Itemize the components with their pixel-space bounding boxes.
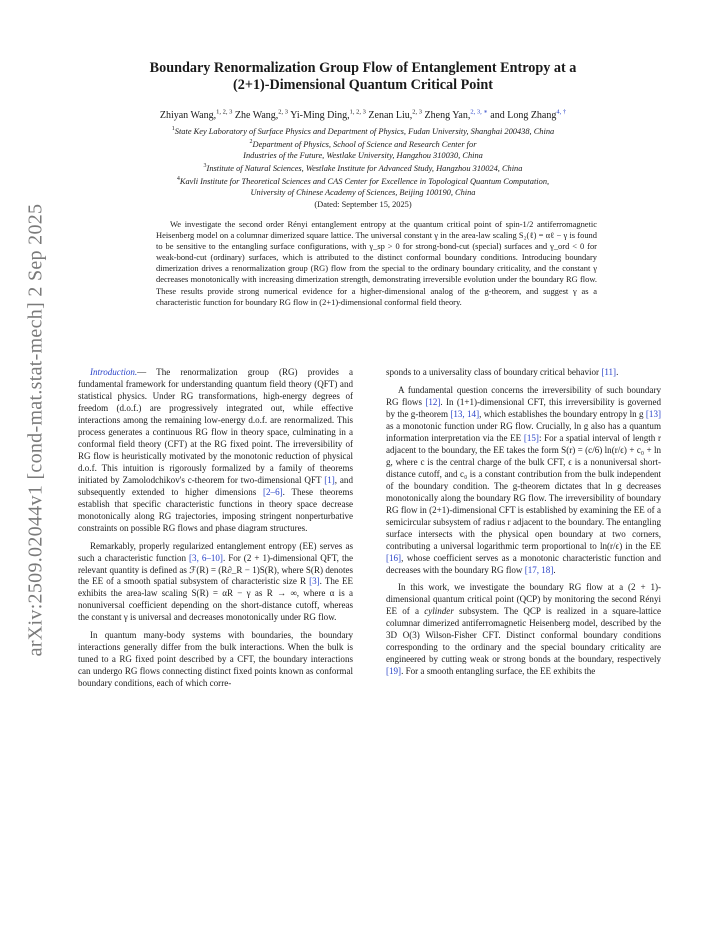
section-heading-introduction: Introduction.	[90, 367, 138, 377]
citation-link[interactable]: [17, 18]	[524, 564, 554, 575]
citation-link[interactable]: [3]	[309, 576, 320, 587]
citation-link[interactable]: [12]	[425, 396, 441, 407]
affiliation: $^2$Department of Physics, School of Science and Research Center for	[249, 139, 477, 149]
author: and Long Zhang$^{4, \dagger}$	[490, 109, 567, 122]
affiliation: University of Chinese Academy of Sciences, Beijing 100190, China	[250, 188, 476, 198]
citation-link[interactable]: [16]	[386, 552, 402, 563]
paper-title	[90, 60, 636, 94]
abstract-text: We investigate the second order Rényi entanglement entropy at the quantum critical point of spin-1/2 antiferromagnetic Heisenberg model on a columnar dimerized square lattice. The universal constant γ in the area-law scaling S₂(ℓ) = αℓ − γ is found to be sensitive to the entangling surface configurations, with γ_sp > 0 for strong-bond-cut (special) surfaces and γ_ord < 0 for weak-bond-cut (ordinary) surfaces, which is attributed to the distinct conformal boundary conditions. Introducing boundary dimerization drives a renormalization group (RG) flow from the special to the ordinary boundary criticality, and the constant γ decreases monotonically with increasing dimerization strength, demonstrating irreversible evolution under the boundary RG flow. These results provide strong numerical evidence for a higher-dimensional analog of the g-theorem, and suggest γ as a characteristic function for boundary RG flow in (2+1)-dimensional conformal field theory.	[156, 219, 597, 307]
author: Zenan Liu,$^{2, 3}$	[368, 109, 423, 122]
author: Yi-Ming Ding,$^{1, 2, 3}$	[290, 109, 366, 122]
citation-link[interactable]: [3, 6–10]	[189, 552, 223, 563]
citation-link[interactable]: [11]	[601, 367, 617, 377]
affiliation: Industries of the Future, Westlake University, Hangzhou 310030, China	[243, 151, 483, 160]
citation-link[interactable]: [19]	[386, 666, 402, 677]
paragraph: sponds to a universality class of boundary critical behavior [11].	[386, 367, 619, 377]
citation-link[interactable]: [15]	[523, 432, 539, 443]
paragraph: A fundamental question concerns the irreversibility of such boundary RG flows [12]. In (1+1)-dimensional CFT, this irreversibility is governed by the g-theorem [13, 14], which establishes the boundary entropy ln g [13] as a monotonic function under RG flow. Crucially, ln g also has a quantum information interpretation via the EE [15]: For a spatial interval of length r adjacent to the boundary, the EE takes the form S(r) = (c/6) ln(r/ϵ) + c₀ + ln g, where c is the central charge of the bulk CFT, ϵ is a nonuniversal short-distance cutoff, and c₀ is a constant contribution from the bulk independent of the boundary condition. The g-theorem dictates that ln g decreases monotonically along the boundary RG flow. The irreversibility of boundary RG flow in (2+1)-dimensional CFT is established by examining the EE of a semicircular subsystem of radius r adjacent to the boundary. The entangling surface intersects with the physical open boundary at two corners, contributing a universal logarithmic term proportional to ln(r/ϵ) in the EE [16], whose coefficient serves as a monotonic characteristic function and decreases with the boundary RG flow [17, 18].	[386, 384, 661, 575]
affiliation: $^4$Kavli Institute for Theoretical Sciences and CAS Center for Excellence in Topological Quantum Computation,	[176, 176, 550, 186]
paragraph: In this work, we investigate the boundary RG flow at a (2 + 1)-dimensional quantum critical point (QCP) by monitoring the second Rényi EE of a cylinder subsystem. The QCP is realized in a square-lattice columnar dimerized antiferromagnetic Heisenberg model, described by the 3D O(3) Wilson-Fisher CFT. Distinct conformal boundary conditions corresponding to the ordinary and the special boundary criticality are engineered by cutting weak or strong bonds at the boundary, respectively [19]. For a smooth entangling surface, the EE exhibits the	[386, 582, 662, 677]
abstract	[156, 219, 597, 308]
date-line: (Dated: September 15, 2025)	[314, 200, 412, 210]
citation-link[interactable]: [13]	[645, 408, 661, 419]
author-list	[70, 106, 656, 122]
title-line-1: Boundary Renormalization Group Flow of Entanglement Entropy at a	[149, 60, 577, 76]
paragraph: In quantum many-body systems with boundaries, the boundary interactions generally differ from the bulk interactions. When the bulk is tuned to a RG fixed point described by a CFT, the boundary interactions can undergo RG flows connecting distinct fixed points known as conformal boundary conditions, each of which corre-	[78, 630, 353, 689]
citation-link[interactable]: [2–6]	[263, 486, 283, 497]
right-column	[386, 367, 661, 684]
paragraph: Remarkably, properly regularized entanglement entropy (EE) serves as such a characteristic function [3, 6–10]. For (2 + 1)-dimensional QFT, the relevant quantity is defined as ℱ(R) = (R∂_R − 1)S(R), where S(R) denotes the EE of a smooth spatial subsystem of characteristic size R [3]. The EE exhibits the area-law scaling S(R) = αR − γ as R → ∞, where α is a nonuniversal coefficient depending on the short-distance cutoff, whereas the constant γ is universal and decreases monotonically under RG flow.	[78, 540, 354, 623]
paragraph: Introduction.— The renormalization group (RG) provides a fundamental framework for understanding quantum field theory (QFT) and statistical physics. Under RG transformations, high-energy degrees of freedom (d.o.f.) are progressively integrated out, while effective interactions among the remaining low-energy d.o.f. are renormalized. This process generates a continuous RG flow in theory space, culminating in a conformal field theory (CFT) at the RG fixed point. The irreversibility of RG flow is heuristically motivated by the monotonic reduction of physical d.o.f. This intuition is rigorously formalized by a family of theorems initiated by Zamolodchikov's c-theorem for two-dimensional QFT [1], and subsequently extended to higher dimensions [2–6]. These theorems establish that specific characteristic functions in theory space decrease monotonically along RG trajectories, imposing stringent nonperturbative constraints on possible RG flows and phase diagram structures.	[78, 367, 353, 533]
affiliation: $^3$Institute of Natural Sciences, Westlake Institute for Advanced Study, Hangzhou 310024, China	[203, 163, 523, 173]
author: Zhe Wang,$^{2, 3}$	[234, 109, 289, 122]
left-column	[78, 367, 353, 696]
arxiv-identifier-stamp	[14, 200, 58, 660]
citation-link[interactable]: [13, 14]	[450, 408, 480, 419]
affiliation-list	[70, 124, 656, 211]
affiliation: $^1$State Key Laboratory of Surface Physics and Department of Physics, Fudan University, Shanghai 200438, China	[171, 126, 555, 136]
arxiv-identifier-text: arXiv:2509.02044v1 [cond-mat.stat-mech] 2 Sep 2025	[24, 203, 47, 657]
author: Zhiyan Wang,$^{1, 2, 3}$	[159, 109, 233, 122]
title-line-2: (2+1)-Dimensional Quantum Critical Point	[233, 77, 493, 93]
citation-link[interactable]: [1]	[324, 474, 335, 485]
author: Zheng Yan,$^{2, 3, ∗}$	[424, 109, 488, 122]
